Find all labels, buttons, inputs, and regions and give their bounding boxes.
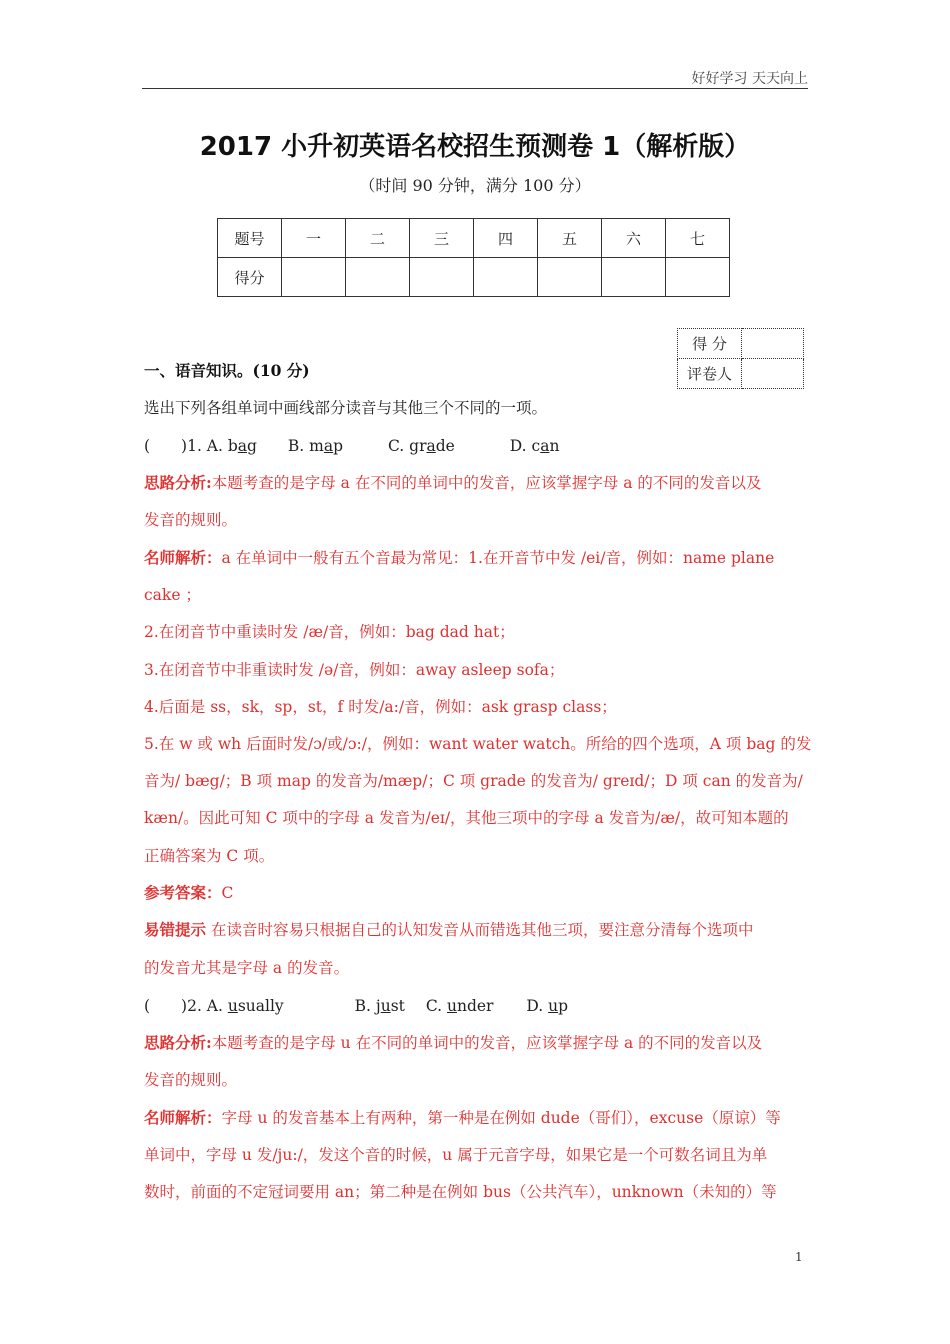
underlined-letter: u [380, 997, 391, 1015]
q2-teacher [144, 1108, 781, 1128]
q1-teacher-line: 正确答案为 C 项。 [144, 847, 275, 865]
grader-score-label: 得 分 [678, 329, 742, 359]
analysis-label: 思路分析: [144, 1033, 212, 1052]
q1-teacher-line: 4.后面是 ss，sk，sp，st，f 时发/a:/音，例如：ask grasp class； [144, 698, 617, 716]
q1-analysis-cont: 发音的规则。 [144, 511, 238, 529]
score-cell [602, 258, 666, 297]
q1-teacher-line: 5.在 w 或 wh 后面时发/ɔ/或/ɔ:/，例如：want water watch。所给的四个选项，A 项 bag 的发 [144, 735, 812, 753]
teacher-label: 名师解析： [144, 1108, 222, 1127]
score-table-col: 一 [282, 219, 346, 258]
option-b: B. m [287, 437, 324, 455]
teacher-text: 字母 u 的发音基本上有两种，第一种是在例如 dude（哥们），excuse（原谅）等 [221, 1109, 781, 1127]
teacher-label: 名师解析： [144, 548, 222, 567]
score-cell [474, 258, 538, 297]
q1-teacher-line: 3.在闭音节中非重读时发 /ə/音，例如：away asleep sofa； [144, 661, 565, 679]
option-b: B. j [354, 997, 381, 1015]
underlined-letter: a [540, 437, 550, 455]
option-text: p [558, 997, 569, 1015]
tip-text: 在读音时容易只根据自己的认知发音从而错选其他三项，要注意分清每个选项中 [206, 921, 754, 939]
option-c: C. [425, 997, 447, 1015]
tip-label: 易错提示 [144, 920, 207, 939]
score-table-row-label: 得分 [218, 258, 282, 297]
score-table-col: 四 [474, 219, 538, 258]
option-text: n [549, 437, 560, 455]
option-text: nder [456, 997, 494, 1015]
option-text: g [247, 437, 257, 455]
score-table-row-label: 题号 [218, 219, 282, 258]
score-table-score-row [218, 258, 730, 297]
underlined-letter: a [426, 437, 436, 455]
grader-box [677, 328, 804, 389]
score-table [217, 218, 730, 297]
question-2-prefix: ( )2. A. [144, 997, 228, 1015]
q2-teacher-line: 单词中，字母 u 发/ju:/，发这个音的时候，u 属于元音字母，如果它是一个可数名词且为单 [144, 1146, 768, 1164]
score-cell [346, 258, 410, 297]
option-text: de [435, 437, 455, 455]
grader-name-label: 评卷人 [678, 359, 742, 389]
page-header [142, 64, 808, 89]
q1-teacher-line: 2.在闭音节中重读时发 /æ/音，例如：bag dad hat； [144, 623, 515, 641]
section-instruction: 选出下列各组单词中画线部分读音与其他三个不同的一项。 [144, 399, 548, 417]
q1-tip-cont: 的发音尤其是字母 a 的发音。 [144, 959, 350, 977]
page-subtitle: （时间 90 分钟，满分 100 分） [359, 176, 591, 195]
option-text: sually [237, 997, 284, 1015]
q2-analysis [144, 1033, 762, 1053]
question-1-prefix: ( )1. A. b [144, 437, 238, 455]
score-cell [666, 258, 730, 297]
q1-teacher-line: kæn/。因此可知 C 项中的字母 a 发音为/eɪ/，其他三项中的字母 a 发音为/æ/，故可知本题的 [144, 809, 789, 827]
q2-teacher-line: 数时，前面的不定冠词要用 an；第二种是在例如 bus（公共汽车），unknown（未知的）等 [144, 1183, 777, 1201]
score-cell [538, 258, 602, 297]
option-text: st [390, 997, 405, 1015]
analysis-text: 本题考查的是字母 a 在不同的单词中的发音，应该掌握字母 a 的不同的发音以及 [211, 474, 762, 492]
option-d: D. c [509, 437, 541, 455]
question-1 [144, 436, 559, 456]
q1-teacher [144, 548, 774, 568]
score-cell [282, 258, 346, 297]
section-heading: 一、语音知识。(10 分) [144, 361, 310, 380]
analysis-label: 思路分析: [144, 473, 212, 492]
q1-teacher-line: 音为/ bæg/；B 项 map 的发音为/mæp/；C 项 grade 的发音为/ greɪd/；D 项 can 的发音为/ [144, 772, 803, 790]
q1-answer [144, 883, 233, 903]
score-cell [410, 258, 474, 297]
underlined-letter: a [323, 437, 334, 455]
score-table-header-row [218, 219, 730, 258]
underlined-letter: u [227, 997, 238, 1015]
grader-name-cell [742, 359, 804, 389]
option-c: C. gr [387, 437, 427, 455]
option-d: D. [526, 997, 549, 1015]
q1-analysis [144, 473, 761, 493]
question-2 [144, 996, 568, 1016]
header-text: 好好学习 天天向上 [691, 71, 808, 87]
score-table-col: 六 [602, 219, 666, 258]
q2-analysis-cont: 发音的规则。 [144, 1071, 238, 1089]
underlined-letter: u [446, 997, 457, 1015]
page-title: 2017 小升初英语名校招生预测卷 1（解析版） [199, 132, 751, 162]
analysis-text: 本题考查的是字母 u 在不同的单词中的发音，应该掌握字母 a 的不同的发音以及 [211, 1034, 763, 1052]
underlined-letter: a [237, 437, 248, 455]
underlined-letter: u [548, 997, 559, 1015]
answer-value: C [221, 884, 234, 902]
option-text: p [333, 437, 344, 455]
score-table-col: 五 [538, 219, 602, 258]
answer-label: 参考答案： [144, 883, 222, 902]
q1-tip [144, 920, 753, 940]
grader-score-cell [742, 329, 804, 359]
page-number: 1 [795, 1250, 803, 1264]
score-table-col: 七 [666, 219, 730, 258]
score-table-col: 三 [410, 219, 474, 258]
q1-teacher-line: cake ； [144, 586, 201, 604]
score-table-col: 二 [346, 219, 410, 258]
teacher-text: a 在单词中一般有五个音最为常见：1.在开音节中发 /ei/音，例如：name plane [221, 549, 775, 567]
